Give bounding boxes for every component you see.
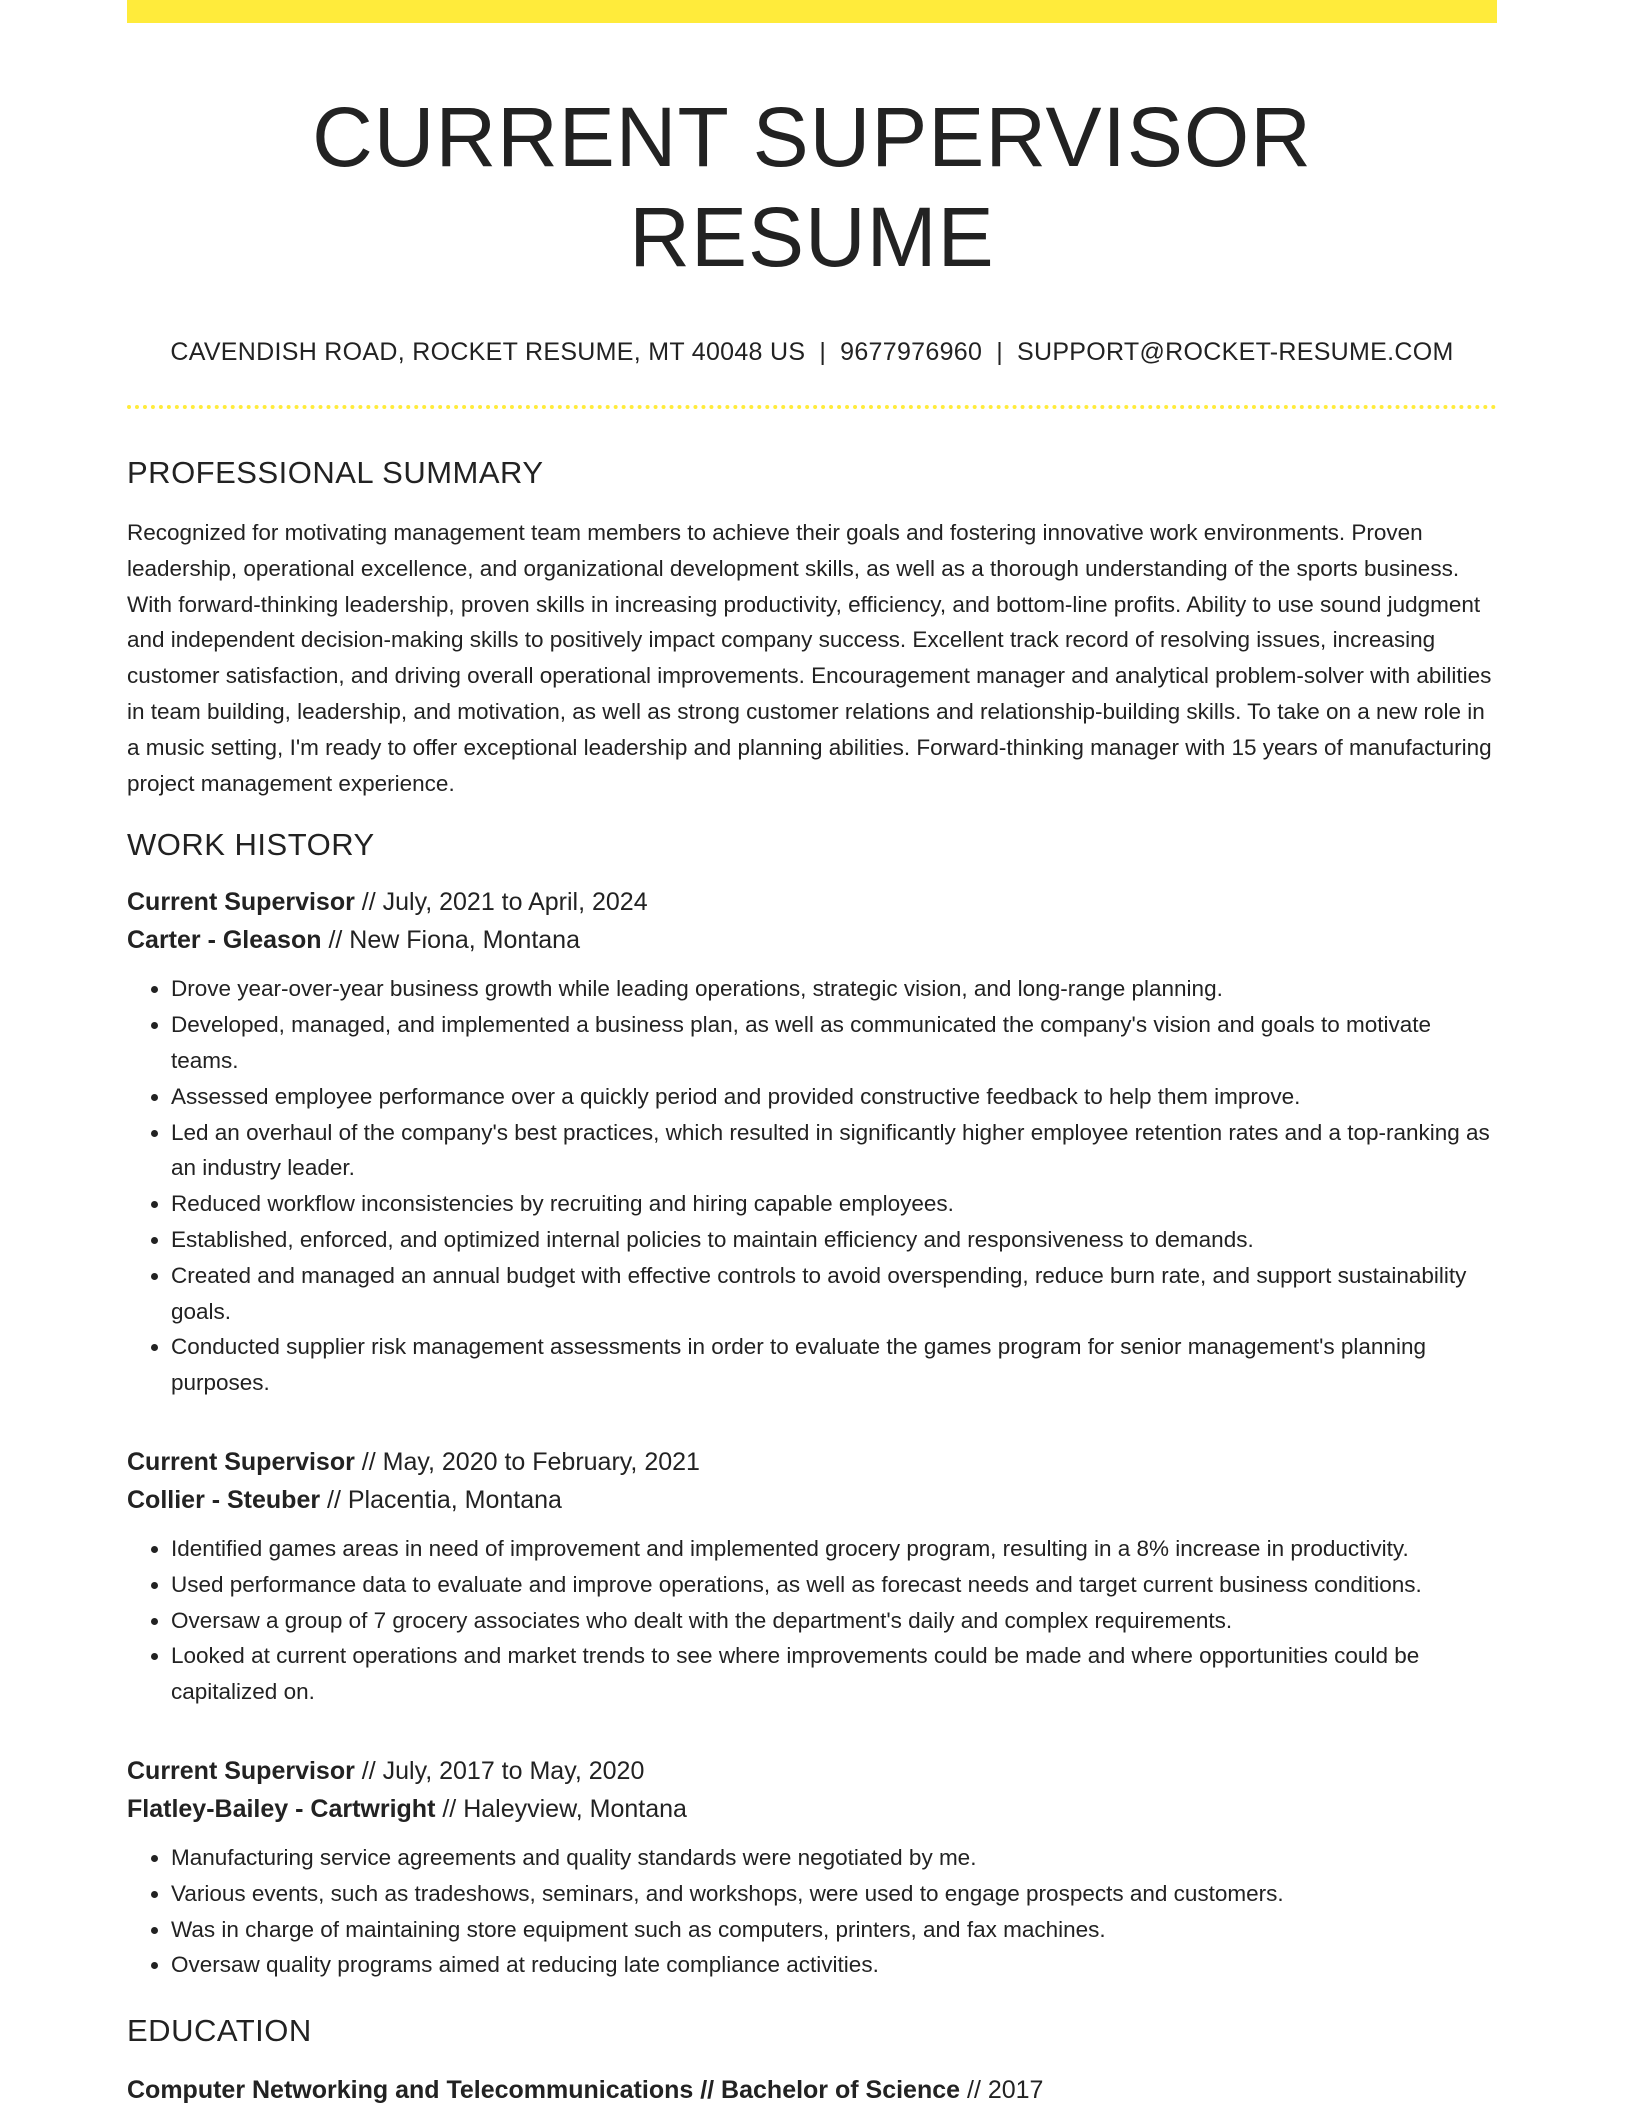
summary-text: Recognized for motivating management team members to achieve their goals and fostering innovative work environments. Proven leadership, operational excellence, and organizational development skills, as well as a thorough understanding of the sports business. With forward-thinking leadership, proven skills in increasing productivity, efficiency, and bottom-line profits. Ability to use sound judgment and independent decision-making skills to positively impact company success. Excellent track record of resolving issues, increasing customer satisfaction, and driving overall operational improvements. Encouragement manager and analytical problem-solver with abilities in team building, leadership, and motivation, as well as strong customer relations and relationship-building skills. To take on a new role in a music setting, I'm ready to offer exceptional leadership and planning abilities. Forward-thinking manager with 15 years of manufacturing project management experience. [127, 520, 1492, 796]
dotted-divider [127, 405, 1497, 409]
bullet-item: • Created and managed an annual budget with effective controls to avoid overspending, reduce burn rate, and support sustainability goals. [171, 1258, 1497, 1330]
job-dates: // May, 2020 to February, 2021 [354, 1447, 700, 1476]
job-dates: // July, 2021 to April, 2024 [354, 888, 648, 917]
company-name: Flatley-Bailey - Cartwright [127, 1794, 436, 1823]
job-title-line [127, 1443, 1497, 1481]
contact-phone: 9677976960 [840, 338, 983, 366]
education-entry [127, 2071, 1497, 2109]
bullet-item: • Used performance data to evaluate and improve operations, as well as forecast needs and target current business conditions. [171, 1567, 1497, 1603]
bullet-item: • Developed, managed, and implemented a business plan, as well as communicated the company's vision and goals to motivate teams. [171, 1007, 1497, 1079]
company-location: // Haleyview, Montana [435, 1794, 687, 1823]
job-title-line [127, 1752, 1497, 1790]
bullet-item: • Drove year-over-year business growth while leading operations, strategic vision, and long-range planning. [171, 971, 1497, 1007]
bullet-item: • Assessed employee performance over a quickly period and provided constructive feedback to help them improve. [171, 1079, 1497, 1115]
contact-line [127, 337, 1497, 367]
resume-title: CURRENT SUPERVISOR RESUME [312, 90, 1312, 284]
job-bullets [127, 1840, 1497, 1983]
company-name: Carter - Gleason [127, 926, 322, 955]
job-title: Current Supervisor [127, 1447, 355, 1476]
education-heading: EDUCATION [127, 2013, 312, 2049]
job-dates: // July, 2017 to May, 2020 [354, 1756, 645, 1785]
job-bullets [127, 971, 1497, 1401]
bullet-item: • Oversaw a group of 7 grocery associates who dealt with the department's daily and complex requirements. [171, 1603, 1497, 1639]
bullet-item: • Reduced workflow inconsistencies by recruiting and hiring capable employees. [171, 1186, 1497, 1222]
bullet-item: • Oversaw quality programs aimed at reducing late compliance activities. [171, 1947, 1497, 1983]
company-location: // Placentia, Montana [320, 1485, 562, 1514]
job-entry [127, 883, 1497, 1401]
contact-email: SUPPORT@ROCKET-RESUME.COM [1016, 338, 1454, 366]
job-title: Current Supervisor [127, 888, 355, 917]
bullet-item: • Established, enforced, and optimized internal policies to maintain efficiency and responsiveness to demands. [171, 1222, 1497, 1258]
bullet-item: • Was in charge of maintaining store equipment such as computers, printers, and fax machines. [171, 1912, 1497, 1948]
bullet-item: • Various events, such as tradeshows, seminars, and workshops, were used to engage prospects and customers. [171, 1876, 1497, 1912]
contact-separator: | [819, 338, 827, 366]
bullet-item: • Conducted supplier risk management assessments in order to evaluate the games program for senior management's planning purposes. [171, 1329, 1497, 1401]
bullet-item: • Manufacturing service agreements and quality standards were negotiated by me. [171, 1840, 1497, 1876]
job-bullets [127, 1531, 1497, 1710]
job-entry [127, 1752, 1497, 1983]
job-title-line [127, 883, 1497, 921]
resume-page [127, 0, 1497, 2109]
education-year: // 2017 [960, 2076, 1044, 2105]
bullet-item: • Led an overhaul of the company's best practices, which resulted in significantly higher employee retention rates and a top-ranking as an industry leader. [171, 1115, 1497, 1187]
summary-heading: PROFESSIONAL SUMMARY [127, 455, 544, 490]
contact-address: CAVENDISH ROAD, ROCKET RESUME, MT 40048 US [170, 338, 806, 366]
contact-separator: | [996, 338, 1003, 366]
work-history-heading: WORK HISTORY [127, 827, 375, 863]
bullet-item: • Looked at current operations and market trends to see where improvements could be made and where opportunities could be capitalized on. [171, 1638, 1497, 1710]
company-line [127, 1790, 1497, 1828]
company-line [127, 1481, 1497, 1519]
accent-top-bar [127, 0, 1497, 23]
job-title: Current Supervisor [127, 1756, 355, 1785]
company-line [127, 921, 1497, 959]
education-degree: Computer Networking and Telecommunications // Bachelor of Science [127, 2076, 961, 2105]
job-entry [127, 1443, 1497, 1710]
company-location: // New Fiona, Montana [321, 926, 580, 955]
company-name: Collier - Steuber [127, 1485, 321, 1514]
bullet-item: • Identified games areas in need of improvement and implemented grocery program, resulting in a 8% increase in productivity. [171, 1531, 1497, 1567]
